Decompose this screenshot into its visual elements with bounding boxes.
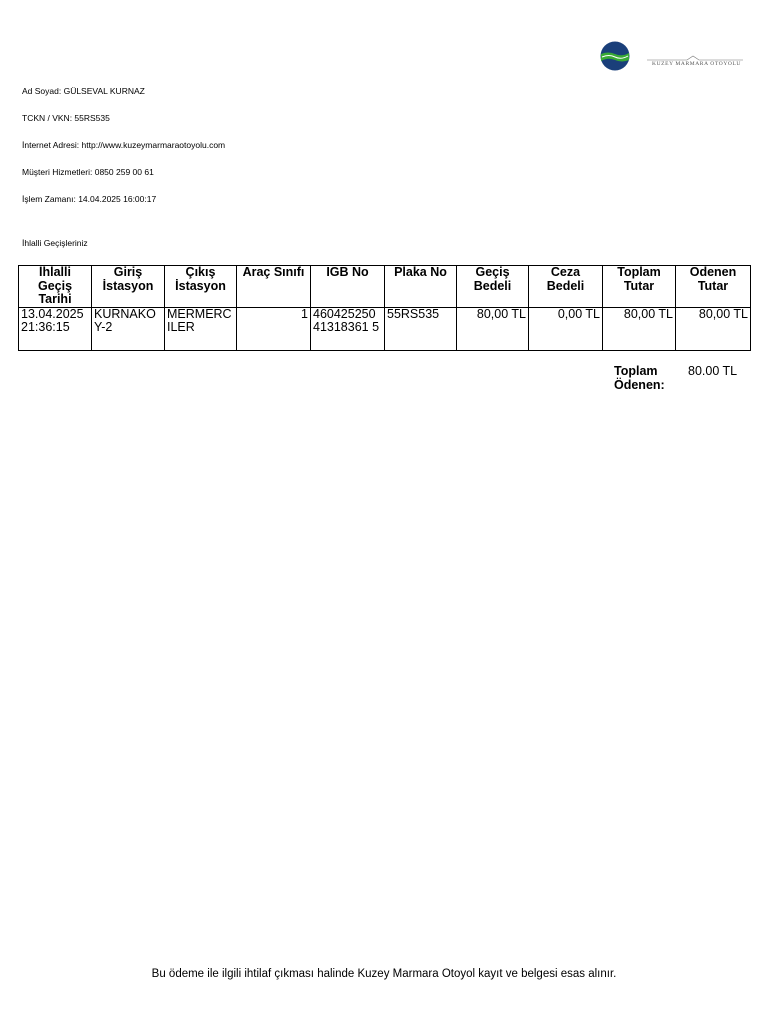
header-vehicle-class: Araç Sınıfı: [237, 266, 311, 308]
transaction-time: İşlem Zamanı: 14.04.2025 16:00:17: [22, 194, 157, 204]
total-paid-label: Toplam Ödenen:: [614, 364, 665, 392]
cell-pass-fee: 80,00 TL: [457, 307, 529, 350]
header-paid-amount: Odenen Tutar: [676, 266, 751, 308]
header-igb-no: IGB No: [311, 266, 385, 308]
header-pass-fee: Geçiş Bedeli: [457, 266, 529, 308]
cell-vehicle-class: 1: [237, 307, 311, 350]
cell-plate-no: 55RS535: [385, 307, 457, 350]
header-total-amount: Toplam Tutar: [603, 266, 676, 308]
cell-total-amount: 80,00 TL: [603, 307, 676, 350]
customer-phone: Müşteri Hizmetleri: 0850 259 00 61: [22, 167, 154, 177]
logo-text: KUZEY MARMARA OTOYOLU: [652, 61, 741, 67]
customer-tckn: TCKN / VKN: 55RS535: [22, 113, 110, 123]
cell-entry-station: KURNAKOY-2: [92, 307, 165, 350]
header-exit-station: Çıkış İstasyon: [165, 266, 237, 308]
header-penalty-fee: Ceza Bedeli: [529, 266, 603, 308]
cell-date: 13.04.2025 21:36:15: [19, 307, 92, 350]
header-plate-no: Plaka No: [385, 266, 457, 308]
cell-penalty-fee: 0,00 TL: [529, 307, 603, 350]
table-header-row: [19, 266, 751, 308]
cell-exit-station: MERMERCILER: [165, 307, 237, 350]
globe-logo-icon: [600, 41, 630, 71]
header-date: İhlalli Geçiş Tarihi: [19, 266, 92, 308]
footer-note: Bu ödeme ile ilgili ihtilaf çıkması halinde Kuzey Marmara Otoyol kayıt ve belgesi esas alınır.: [151, 968, 617, 980]
company-logo: [600, 41, 748, 73]
cell-paid-amount: 80,00 TL: [676, 307, 751, 350]
cell-igb-no: 46042525041318361 5: [311, 307, 385, 350]
header-entry-station: Giriş İstasyon: [92, 266, 165, 308]
total-paid-value: 80.00 TL: [688, 364, 738, 378]
customer-web: İnternet Adresi: http://www.kuzeymarmaraotoyolu.com: [22, 140, 226, 150]
section-title: İhlalli Geçişleriniz: [22, 238, 88, 248]
violation-table: [18, 265, 751, 351]
customer-name: Ad Soyad: GÜLSEVAL KURNAZ: [22, 86, 145, 96]
table-row: [19, 307, 751, 350]
